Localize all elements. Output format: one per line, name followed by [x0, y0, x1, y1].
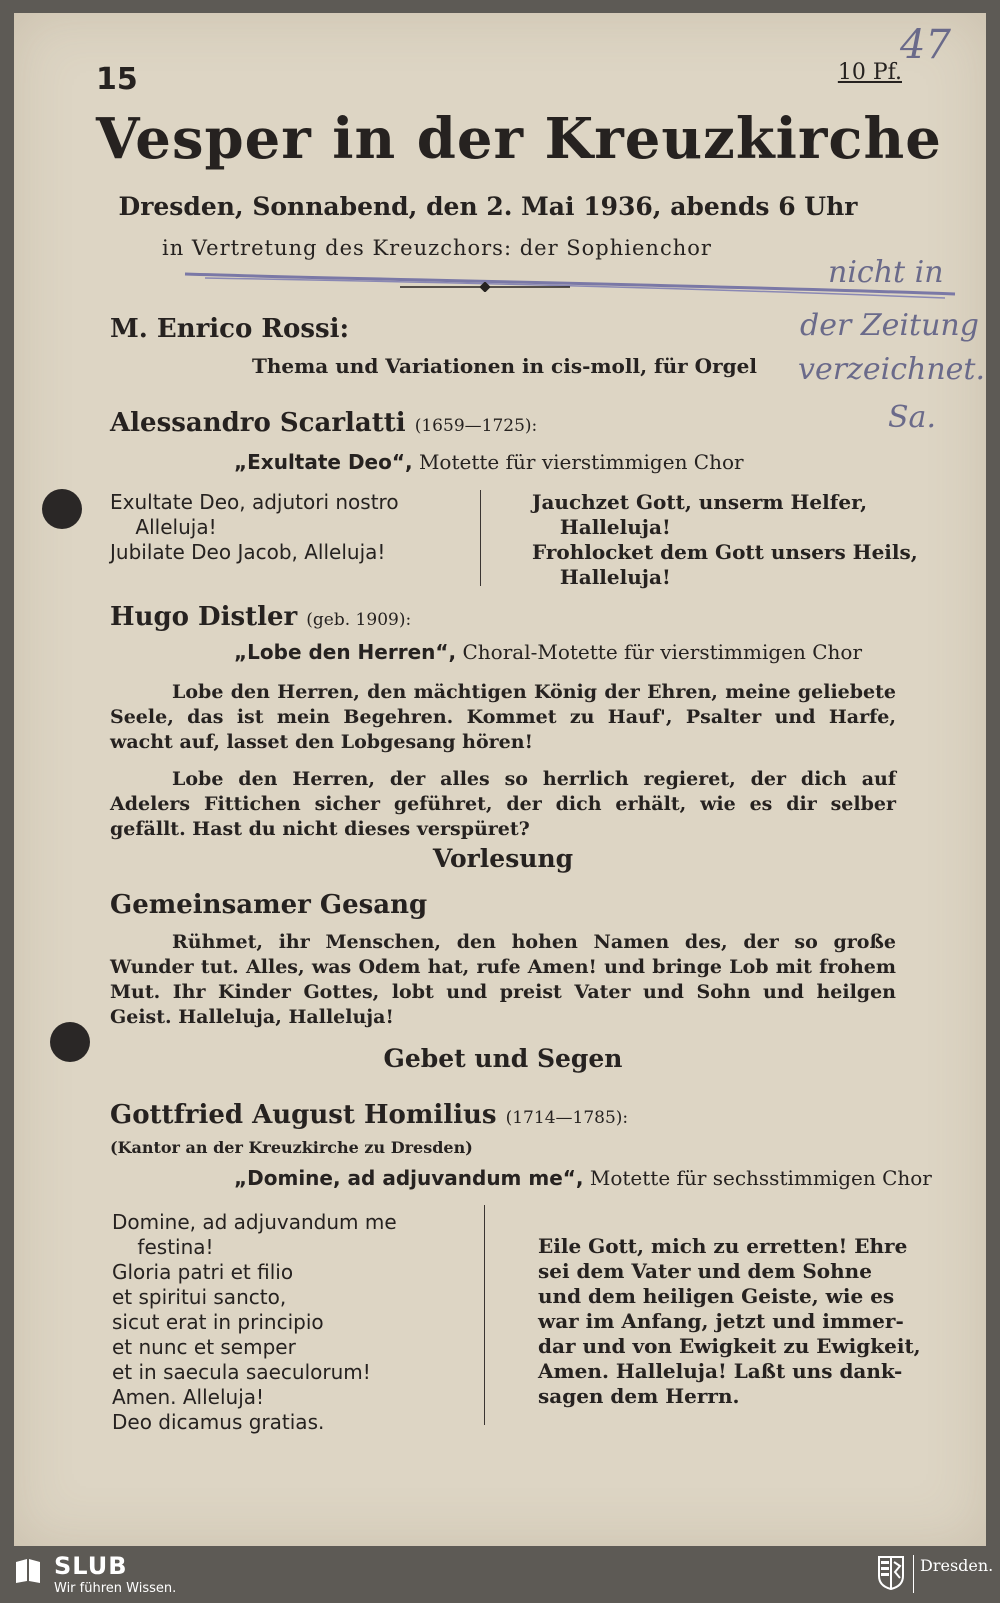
- german-text-homilius: Eile Gott, mich zu erretten! Ehre sei dem Vater und dem Sohne und dem heiligen Geiste, wie es war im Anfang, jetzt und immer- dar und von Ewigkeit zu Ewigkeit, Amen. Halleluja! Laßt uns dank- sagen dem Herrn.: [538, 1234, 921, 1408]
- composer-dates: (1714—1785):: [505, 1108, 629, 1128]
- footer-divider: [913, 1555, 914, 1593]
- composer-dates: (geb. 1909):: [306, 610, 412, 630]
- handwritten-corner-number: 47: [900, 22, 951, 68]
- composer-rossi: M. Enrico Rossi:: [110, 314, 350, 344]
- column-divider: [480, 490, 481, 586]
- work-description: Motette für vierstimmigen Chor: [418, 450, 744, 474]
- footer-bar: [0, 1546, 1000, 1603]
- section-vorlesung: Vorlesung: [432, 844, 574, 873]
- composer-scarlatti: [110, 408, 537, 438]
- handwritten-note-line-2: der Zeitung: [800, 308, 979, 343]
- page-title: Vesper in der Kreuzkirche: [96, 106, 942, 172]
- work-rossi: Thema und Variationen in cis-moll, für Orgel: [252, 354, 757, 378]
- dresden-coat-of-arms-icon: [878, 1556, 904, 1590]
- punch-hole-bottom: [50, 1022, 90, 1062]
- work-title: „Domine, ad adjuvandum me“,: [234, 1166, 584, 1190]
- composer-role: (Kantor an der Kreuzkirche zu Dresden): [110, 1138, 473, 1157]
- gesang-text: Rühmet, ihr Menschen, den hohen Namen des, der so große Wunder tut. Alles, was Odem hat, rufe Amen! und bringe Lob mit frohem Mut. Ihr Kinder Gottes, lobt und preist Vater und Sohn und heilgen Geist. Halleluja, Halleluja!: [110, 931, 896, 1028]
- ornament-divider: [400, 282, 570, 292]
- latin-text-scarlatti: Exultate Deo, adjutori nostro Alleluja! Jubilate Deo Jacob, Alleluja!: [110, 490, 399, 564]
- composer-name: Gottfried August Homilius: [110, 1100, 497, 1130]
- composer-dates: (1659—1725):: [414, 416, 538, 436]
- price: 10 Pf.: [837, 60, 902, 85]
- date-line: Dresden, Sonnabend, den 2. Mai 1936, abends 6 Uhr: [118, 192, 858, 221]
- work-distler: [234, 640, 862, 664]
- work-description: Motette für sechsstimmigen Chor: [589, 1166, 932, 1190]
- handwritten-note-line-3: verzeichnet.: [798, 352, 985, 387]
- composer-homilius: [110, 1100, 628, 1130]
- punch-hole-top: [42, 489, 82, 529]
- work-homilius: [234, 1166, 932, 1190]
- footer-tagline: Wir führen Wissen.: [54, 1581, 177, 1596]
- column-divider: [484, 1205, 485, 1425]
- footer-city: Dresden.: [920, 1556, 994, 1575]
- distler-stanza-1: Lobe den Herren, den mächtigen König der Ehren, meine geliebete Seele, das ist mein Begehren. Kommet zu Hauf', Psalter und Harfe, wacht auf, lasset den Lobgesang hören!: [110, 681, 896, 753]
- choir-line: in Vertretung des Kreuzchors: der Sophienchor: [162, 236, 712, 260]
- german-text-scarlatti: Jauchzet Gott, unserm Helfer, Halleluja! Frohlocket dem Gott unsers Heils, Halleluja!: [532, 490, 918, 589]
- work-title: „Exultate Deo“,: [234, 450, 413, 474]
- composer-distler: [110, 602, 411, 632]
- work-title: „Lobe den Herren“,: [234, 640, 457, 664]
- latin-text-homilius: Domine, ad adjuvandum me festina! Gloria patri et filio et spiritui sancto, sicut erat in principio et nunc et semper et in saecula saeculorum! Amen. Alleluja! Deo dicamus gratias.: [112, 1210, 397, 1434]
- program-number: 15: [96, 62, 138, 97]
- distler-stanza-2: Lobe den Herren, der alles so herrlich regieret, der dich auf Adelers Fittichen sicher geführet, der dich erhält, wie es dir selber gefällt. Hast du nicht dieses verspüret?: [110, 768, 896, 840]
- handwritten-note-line-4: Sa.: [888, 400, 936, 435]
- work-scarlatti: [234, 450, 744, 474]
- composer-name: Alessandro Scarlatti: [110, 408, 406, 438]
- handwritten-note-line-1: nicht in: [828, 255, 944, 290]
- heading-gesang: Gemeinsamer Gesang: [110, 890, 428, 920]
- work-description: Choral-Motette für vierstimmigen Chor: [462, 640, 863, 664]
- footer-brand: SLUB: [54, 1552, 128, 1580]
- section-gebet: Gebet und Segen: [383, 1044, 623, 1073]
- composer-name: Hugo Distler: [110, 602, 298, 632]
- slub-book-icon: [14, 1556, 42, 1584]
